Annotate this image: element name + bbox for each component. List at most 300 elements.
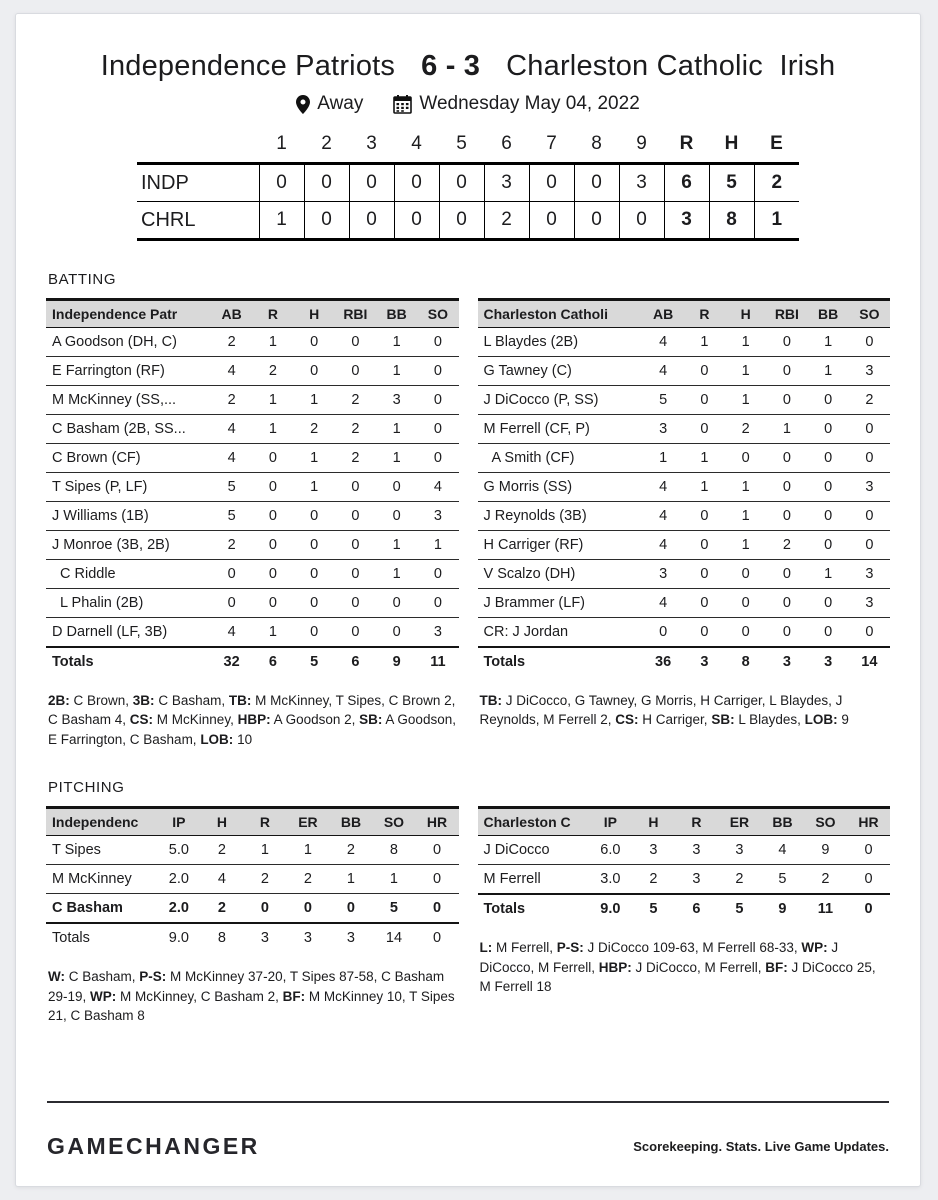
stat-value: 1 bbox=[659, 450, 668, 466]
table-row bbox=[46, 836, 459, 865]
inning-score: 0 bbox=[619, 202, 664, 240]
player-name: C Brown (CF) bbox=[52, 450, 141, 466]
stat-value: 9 bbox=[821, 842, 830, 859]
linescore-table bbox=[137, 133, 799, 241]
team-name-right: Charleston Catholic Irish bbox=[506, 50, 836, 82]
stat-value: 5 bbox=[778, 871, 787, 888]
summary-column-label: R bbox=[679, 133, 694, 154]
stat-column-header: BB bbox=[376, 300, 417, 328]
stat-value: 1 bbox=[700, 334, 709, 350]
stat-column-header: BB bbox=[761, 808, 804, 836]
stat-value: 0 bbox=[351, 624, 360, 640]
stat-value: 0 bbox=[700, 566, 709, 582]
player-name: C Basham (2B, SS... bbox=[52, 421, 186, 437]
stat-value: 0 bbox=[782, 595, 791, 611]
stat-value: 0 bbox=[268, 450, 277, 466]
stat-value: 0 bbox=[268, 566, 277, 582]
inning-score: 2 bbox=[484, 202, 529, 240]
totals-value: 9.0 bbox=[168, 930, 189, 947]
stat-column-header: R bbox=[243, 808, 286, 836]
stat-column-header: BB bbox=[329, 808, 372, 836]
batting-section-label: BATTING bbox=[48, 271, 117, 288]
stat-value: 3 bbox=[649, 842, 658, 859]
stat-value: 0 bbox=[433, 421, 442, 437]
stat-value: 0 bbox=[432, 871, 442, 888]
stat-column-header: ER bbox=[718, 808, 761, 836]
table-row bbox=[46, 894, 459, 924]
table-row bbox=[46, 618, 459, 648]
summary-value: 1 bbox=[754, 202, 799, 240]
stat-column-header: IP bbox=[157, 808, 200, 836]
totals-value: 3 bbox=[824, 654, 833, 670]
stat-column-header: H bbox=[725, 300, 766, 328]
stat-value: 1 bbox=[392, 450, 401, 466]
stat-value: 1 bbox=[741, 363, 750, 379]
stat-value: 4 bbox=[217, 871, 226, 888]
stat-value: 0 bbox=[700, 508, 709, 524]
stat-value: 3 bbox=[392, 392, 401, 408]
inning-number: 5 bbox=[456, 133, 467, 154]
table-row bbox=[478, 502, 891, 531]
totals-value: 9 bbox=[392, 654, 401, 670]
totals-value: 32 bbox=[223, 654, 240, 670]
stat-column-header: H bbox=[294, 300, 335, 328]
stat-value: 0 bbox=[865, 421, 874, 437]
stat-value: 4 bbox=[659, 537, 668, 553]
batting-table-independence bbox=[46, 298, 459, 676]
stat-value: 1 bbox=[268, 624, 277, 640]
player-name: C Riddle bbox=[60, 566, 116, 582]
stat-value: 2 bbox=[227, 334, 236, 350]
table-row bbox=[478, 836, 891, 865]
summary-value: 3 bbox=[664, 202, 709, 240]
stat-value: 4 bbox=[227, 363, 236, 379]
stat-value: 0 bbox=[310, 566, 319, 582]
stat-value: 0 bbox=[865, 508, 874, 524]
game-meta bbox=[16, 93, 920, 115]
player-name: T Sipes bbox=[52, 842, 101, 859]
inning-number: 9 bbox=[636, 133, 647, 154]
inning-score: 0 bbox=[394, 202, 439, 240]
stat-column-header: SO bbox=[804, 808, 847, 836]
inning-score: 3 bbox=[619, 164, 664, 202]
stat-value: 5 bbox=[227, 508, 236, 524]
player-name: C Basham bbox=[52, 900, 123, 917]
player-name: E Farrington (RF) bbox=[52, 363, 165, 379]
stat-value: 5 bbox=[389, 900, 398, 917]
scorecard bbox=[15, 13, 921, 1187]
inning-score: 0 bbox=[574, 202, 619, 240]
box-header-row bbox=[46, 808, 459, 836]
stat-value: 0 bbox=[268, 479, 277, 495]
stat-value: 0 bbox=[700, 537, 709, 553]
table-row bbox=[478, 618, 891, 648]
stat-value: 5.0 bbox=[168, 842, 189, 859]
gamechanger-logo: GAMECHANGER bbox=[47, 1133, 260, 1159]
stat-value: 0 bbox=[741, 566, 750, 582]
totals-value: 11 bbox=[817, 901, 834, 918]
stat-value: 0 bbox=[700, 624, 709, 640]
player-name: D Darnell (LF, 3B) bbox=[52, 624, 168, 640]
totals-row bbox=[46, 647, 459, 676]
player-name: G Tawney (C) bbox=[483, 363, 572, 379]
stat-value: 0 bbox=[433, 334, 442, 350]
stat-value: 2 bbox=[782, 537, 791, 553]
stat-column-header: HR bbox=[415, 808, 458, 836]
stat-value: 0 bbox=[392, 624, 401, 640]
inning-number: 2 bbox=[321, 133, 332, 154]
stat-column-header: SO bbox=[417, 300, 458, 328]
stat-value: 4 bbox=[659, 595, 668, 611]
player-name: H Carriger (RF) bbox=[483, 537, 584, 553]
totals-label: Totals bbox=[483, 901, 526, 918]
stat-value: 0 bbox=[433, 595, 442, 611]
player-name: CR: J Jordan bbox=[483, 624, 569, 640]
stat-column-header: R bbox=[684, 300, 725, 328]
stat-value: 8 bbox=[389, 842, 398, 859]
stat-value: 2 bbox=[351, 392, 360, 408]
stat-value: 2 bbox=[217, 842, 226, 859]
team-column-header: Independenc bbox=[46, 808, 157, 836]
stat-value: 1 bbox=[741, 392, 750, 408]
player-name: M Ferrell (CF, P) bbox=[483, 421, 590, 437]
pitching-table-charleston bbox=[478, 806, 891, 923]
stat-value: 0 bbox=[310, 624, 319, 640]
player-name: G Morris (SS) bbox=[483, 479, 573, 495]
page-footer bbox=[47, 1101, 889, 1160]
stat-value: 1 bbox=[741, 508, 750, 524]
stat-value: 0 bbox=[864, 842, 873, 859]
stat-column-header: HR bbox=[847, 808, 890, 836]
batting-notes-charleston: TB: J DiCocco, G Tawney, G Morris, H Carriger, L Blaydes, J Reynolds, M Ferrell 2, CS: H Carriger, SB: L Blaydes, LOB: 9 bbox=[479, 693, 849, 728]
stat-value: 4 bbox=[227, 450, 236, 466]
stat-value: 0 bbox=[700, 421, 709, 437]
stat-value: 4 bbox=[227, 624, 236, 640]
player-name: M McKinney (SS,... bbox=[52, 392, 177, 408]
summary-value: 6 bbox=[664, 164, 709, 202]
stat-value: 3.0 bbox=[600, 871, 621, 888]
stat-value: 0 bbox=[433, 392, 442, 408]
stat-value: 1 bbox=[392, 566, 401, 582]
stat-value: 1 bbox=[700, 450, 709, 466]
totals-value: 3 bbox=[700, 654, 709, 670]
stat-value: 0 bbox=[268, 595, 277, 611]
team-abbreviation: INDP bbox=[137, 164, 259, 202]
pitching-notes-charleston: L: M Ferrell, P-S: J DiCocco 109-63, M Ferrell 68-33, WP: J DiCocco, M Ferrell, HBP: J DiCocco, M Ferrell, BF: J DiCocco 25, M Ferrell 18 bbox=[479, 940, 876, 995]
stat-value: 1 bbox=[310, 479, 319, 495]
table-row bbox=[478, 473, 891, 502]
player-name: M McKinney bbox=[52, 871, 132, 888]
stat-value: 3 bbox=[659, 566, 668, 582]
stat-value: 2 bbox=[310, 421, 319, 437]
inning-number: 8 bbox=[591, 133, 602, 154]
stat-value: 4 bbox=[659, 334, 668, 350]
summary-value: 5 bbox=[709, 164, 754, 202]
table-row bbox=[478, 415, 891, 444]
stat-value: 0 bbox=[392, 508, 401, 524]
stat-value: 2 bbox=[227, 392, 236, 408]
stat-value: 0 bbox=[824, 479, 833, 495]
stat-value: 0 bbox=[864, 871, 873, 888]
stat-value: 1 bbox=[782, 421, 791, 437]
stat-value: 0 bbox=[303, 900, 312, 917]
batting-notes-independence: 2B: C Brown, 3B: C Basham, TB: M McKinney, T Sipes, C Brown 2, C Basham 4, CS: M McKinney, HBP: A Goodson 2, SB: A Goodson, E Farrington, C Basham, LOB: 10 bbox=[48, 693, 456, 747]
inning-score: 0 bbox=[394, 164, 439, 202]
stat-value: 2 bbox=[351, 450, 360, 466]
stat-value: 0 bbox=[782, 566, 791, 582]
stat-column-header: BB bbox=[808, 300, 849, 328]
location-pin-icon bbox=[296, 95, 310, 114]
player-name: L Phalin (2B) bbox=[60, 595, 144, 611]
game-location: Away bbox=[317, 93, 364, 114]
stat-value: 4 bbox=[227, 421, 236, 437]
stat-value: 0 bbox=[865, 334, 874, 350]
stat-value: 0 bbox=[310, 363, 319, 379]
player-name: V Scalzo (DH) bbox=[483, 566, 576, 582]
table-row bbox=[478, 531, 891, 560]
stat-value: 1 bbox=[392, 363, 401, 379]
inning-score: 0 bbox=[529, 202, 574, 240]
stat-value: 0 bbox=[268, 508, 277, 524]
game-date: Wednesday May 04, 2022 bbox=[419, 93, 640, 114]
inning-number: 3 bbox=[366, 133, 377, 154]
stat-value: 0 bbox=[433, 566, 442, 582]
table-row bbox=[46, 865, 459, 894]
stat-value: 0 bbox=[659, 624, 668, 640]
table-row bbox=[46, 357, 459, 386]
stat-value: 0 bbox=[351, 479, 360, 495]
stat-value: 0 bbox=[824, 624, 833, 640]
linescore-body bbox=[137, 164, 799, 240]
batting-column-independence bbox=[46, 298, 459, 749]
totals-value: 3 bbox=[346, 930, 355, 947]
game-title bbox=[16, 50, 920, 83]
inning-score: 0 bbox=[349, 164, 394, 202]
totals-value: 14 bbox=[385, 930, 403, 947]
stat-value: 2 bbox=[346, 842, 355, 859]
linescore-row bbox=[137, 202, 799, 240]
stat-value: 2 bbox=[227, 537, 236, 553]
inning-score: 0 bbox=[349, 202, 394, 240]
stat-value: 5 bbox=[227, 479, 236, 495]
stat-value: 3 bbox=[865, 363, 874, 379]
player-name: J Reynolds (3B) bbox=[483, 508, 587, 524]
totals-label: Totals bbox=[483, 654, 526, 670]
stat-value: 2 bbox=[351, 421, 360, 437]
stat-value: 0 bbox=[310, 537, 319, 553]
totals-label: Totals bbox=[52, 654, 94, 670]
totals-label: Totals bbox=[52, 930, 90, 947]
stat-value: 1 bbox=[346, 871, 355, 888]
stat-value: 3 bbox=[659, 421, 668, 437]
game-score: 6 - 3 bbox=[421, 50, 481, 82]
stat-value: 4 bbox=[778, 842, 787, 859]
player-name: J Williams (1B) bbox=[52, 508, 149, 524]
stat-value: 0 bbox=[433, 363, 442, 379]
stat-value: 0 bbox=[865, 624, 874, 640]
pitching-column-charleston bbox=[478, 806, 891, 1025]
stat-value: 1 bbox=[268, 421, 277, 437]
stat-column-header: IP bbox=[589, 808, 632, 836]
stat-value: 2 bbox=[821, 871, 830, 888]
totals-value: 36 bbox=[655, 654, 672, 670]
stat-value: 0 bbox=[782, 479, 791, 495]
totals-value: 6 bbox=[351, 654, 360, 670]
inning-score: 0 bbox=[529, 164, 574, 202]
linescore-header-row bbox=[137, 133, 799, 164]
stat-column-header: RBI bbox=[335, 300, 376, 328]
stat-value: 0 bbox=[700, 392, 709, 408]
stat-value: 0 bbox=[392, 595, 401, 611]
stat-value: 3 bbox=[865, 566, 874, 582]
stat-value: 1 bbox=[389, 871, 398, 888]
inning-score: 0 bbox=[439, 202, 484, 240]
player-name: J Brammer (LF) bbox=[483, 595, 585, 611]
pitching-table-independence bbox=[46, 806, 459, 952]
stat-value: 0 bbox=[268, 537, 277, 553]
pitching-columns bbox=[46, 806, 890, 1025]
stat-value: 1 bbox=[741, 537, 750, 553]
stat-value: 1 bbox=[310, 450, 319, 466]
stat-value: 0 bbox=[741, 450, 750, 466]
totals-value: 6 bbox=[692, 901, 701, 918]
summary-column-label: H bbox=[724, 133, 739, 154]
stat-value: 0 bbox=[782, 392, 791, 408]
table-row bbox=[46, 560, 459, 589]
totals-value: 9.0 bbox=[600, 901, 621, 918]
stat-value: 1 bbox=[700, 479, 709, 495]
stat-column-header: AB bbox=[211, 300, 252, 328]
stat-value: 1 bbox=[824, 566, 833, 582]
stat-value: 1 bbox=[433, 537, 442, 553]
stat-value: 0 bbox=[310, 334, 319, 350]
totals-value: 14 bbox=[861, 654, 878, 670]
stat-column-header: RBI bbox=[766, 300, 807, 328]
inning-score: 0 bbox=[574, 164, 619, 202]
table-row bbox=[478, 560, 891, 589]
batting-table-charleston bbox=[478, 298, 891, 676]
stat-value: 3 bbox=[865, 595, 874, 611]
totals-row bbox=[478, 894, 891, 923]
stat-value: 0 bbox=[351, 537, 360, 553]
stat-value: 0 bbox=[433, 450, 442, 466]
totals-value: 3 bbox=[782, 654, 791, 670]
table-row bbox=[46, 502, 459, 531]
player-name: L Blaydes (2B) bbox=[483, 334, 579, 350]
player-name: M Ferrell bbox=[483, 871, 541, 888]
team-name-left: Independence Patriots bbox=[100, 50, 396, 82]
totals-value: 8 bbox=[741, 654, 750, 670]
stat-value: 0 bbox=[432, 842, 442, 859]
stat-value: 2.0 bbox=[168, 871, 189, 888]
stat-value: 2 bbox=[735, 871, 744, 888]
stat-value: 0 bbox=[351, 595, 360, 611]
table-row bbox=[46, 328, 459, 357]
stat-value: 0 bbox=[351, 334, 360, 350]
inning-score: 0 bbox=[304, 164, 349, 202]
stat-value: 0 bbox=[260, 900, 269, 917]
stat-value: 2 bbox=[268, 363, 277, 379]
calendar-icon bbox=[393, 95, 412, 114]
stat-value: 0 bbox=[310, 595, 319, 611]
stat-value: 3 bbox=[865, 479, 874, 495]
stat-value: 4 bbox=[433, 479, 442, 495]
stat-value: 2 bbox=[741, 421, 750, 437]
stat-value: 0 bbox=[310, 508, 319, 524]
totals-value: 6 bbox=[268, 654, 277, 670]
pitching-notes-independence: W: C Basham, P-S: M McKinney 37-20, T Sipes 87-58, C Basham 29-19, WP: M McKinney, C Basham 2, BF: M McKinney 10, T Sipes 21, C Basham 8 bbox=[48, 969, 455, 1024]
totals-value: 5 bbox=[735, 901, 744, 918]
stat-value: 2 bbox=[260, 871, 269, 888]
pitching-column-independence bbox=[46, 806, 459, 1025]
totals-row bbox=[46, 923, 459, 952]
linescore-header bbox=[137, 133, 799, 164]
stat-value: 3 bbox=[735, 842, 744, 859]
stat-value: 1 bbox=[268, 392, 277, 408]
stat-value: 5 bbox=[659, 392, 668, 408]
pitching-section-label: PITCHING bbox=[48, 779, 125, 797]
inning-score: 0 bbox=[259, 164, 304, 202]
stat-value: 2 bbox=[865, 392, 874, 408]
stat-value: 0 bbox=[351, 508, 360, 524]
stat-value: 0 bbox=[824, 508, 833, 524]
stat-column-header: SO bbox=[849, 300, 890, 328]
stat-value: 0 bbox=[782, 624, 791, 640]
table-row bbox=[46, 531, 459, 560]
stat-value: 1 bbox=[741, 334, 750, 350]
team-abbreviation: CHRL bbox=[137, 202, 259, 240]
stat-value: 0 bbox=[824, 537, 833, 553]
stat-value: 0 bbox=[824, 392, 833, 408]
stat-value: 0 bbox=[824, 421, 833, 437]
stat-value: 2.0 bbox=[168, 900, 189, 917]
stat-value: 6.0 bbox=[600, 842, 621, 859]
stat-value: 0 bbox=[824, 450, 833, 466]
team-column-header: Independence Patr bbox=[46, 300, 211, 328]
stat-value: 0 bbox=[782, 363, 791, 379]
player-name: T Sipes (P, LF) bbox=[52, 479, 148, 495]
team-column-header: Charleston Catholi bbox=[478, 300, 643, 328]
table-row bbox=[478, 444, 891, 473]
stat-column-header: R bbox=[675, 808, 718, 836]
linescore-corner-cell bbox=[137, 133, 259, 164]
stat-value: 3 bbox=[692, 842, 701, 859]
linescore-row bbox=[137, 164, 799, 202]
stat-value: 0 bbox=[392, 479, 401, 495]
stat-value: 0 bbox=[432, 900, 442, 917]
stat-value: 2 bbox=[303, 871, 312, 888]
totals-row bbox=[478, 647, 891, 676]
footer-divider bbox=[47, 1101, 889, 1103]
totals-value: 0 bbox=[864, 901, 873, 918]
stat-column-header: ER bbox=[286, 808, 329, 836]
stat-value: 2 bbox=[217, 900, 226, 917]
stat-value: 4 bbox=[659, 508, 668, 524]
summary-value: 2 bbox=[754, 164, 799, 202]
table-row bbox=[478, 386, 891, 415]
inning-number: 4 bbox=[411, 133, 422, 154]
totals-value: 8 bbox=[217, 930, 226, 947]
stat-value: 1 bbox=[310, 392, 319, 408]
stat-column-header: H bbox=[632, 808, 675, 836]
stat-value: 0 bbox=[741, 595, 750, 611]
inning-score: 3 bbox=[484, 164, 529, 202]
inning-number: 1 bbox=[276, 133, 287, 154]
stat-column-header: AB bbox=[643, 300, 684, 328]
stat-value: 1 bbox=[824, 334, 833, 350]
stat-value: 3 bbox=[692, 871, 701, 888]
stat-value: 1 bbox=[392, 334, 401, 350]
